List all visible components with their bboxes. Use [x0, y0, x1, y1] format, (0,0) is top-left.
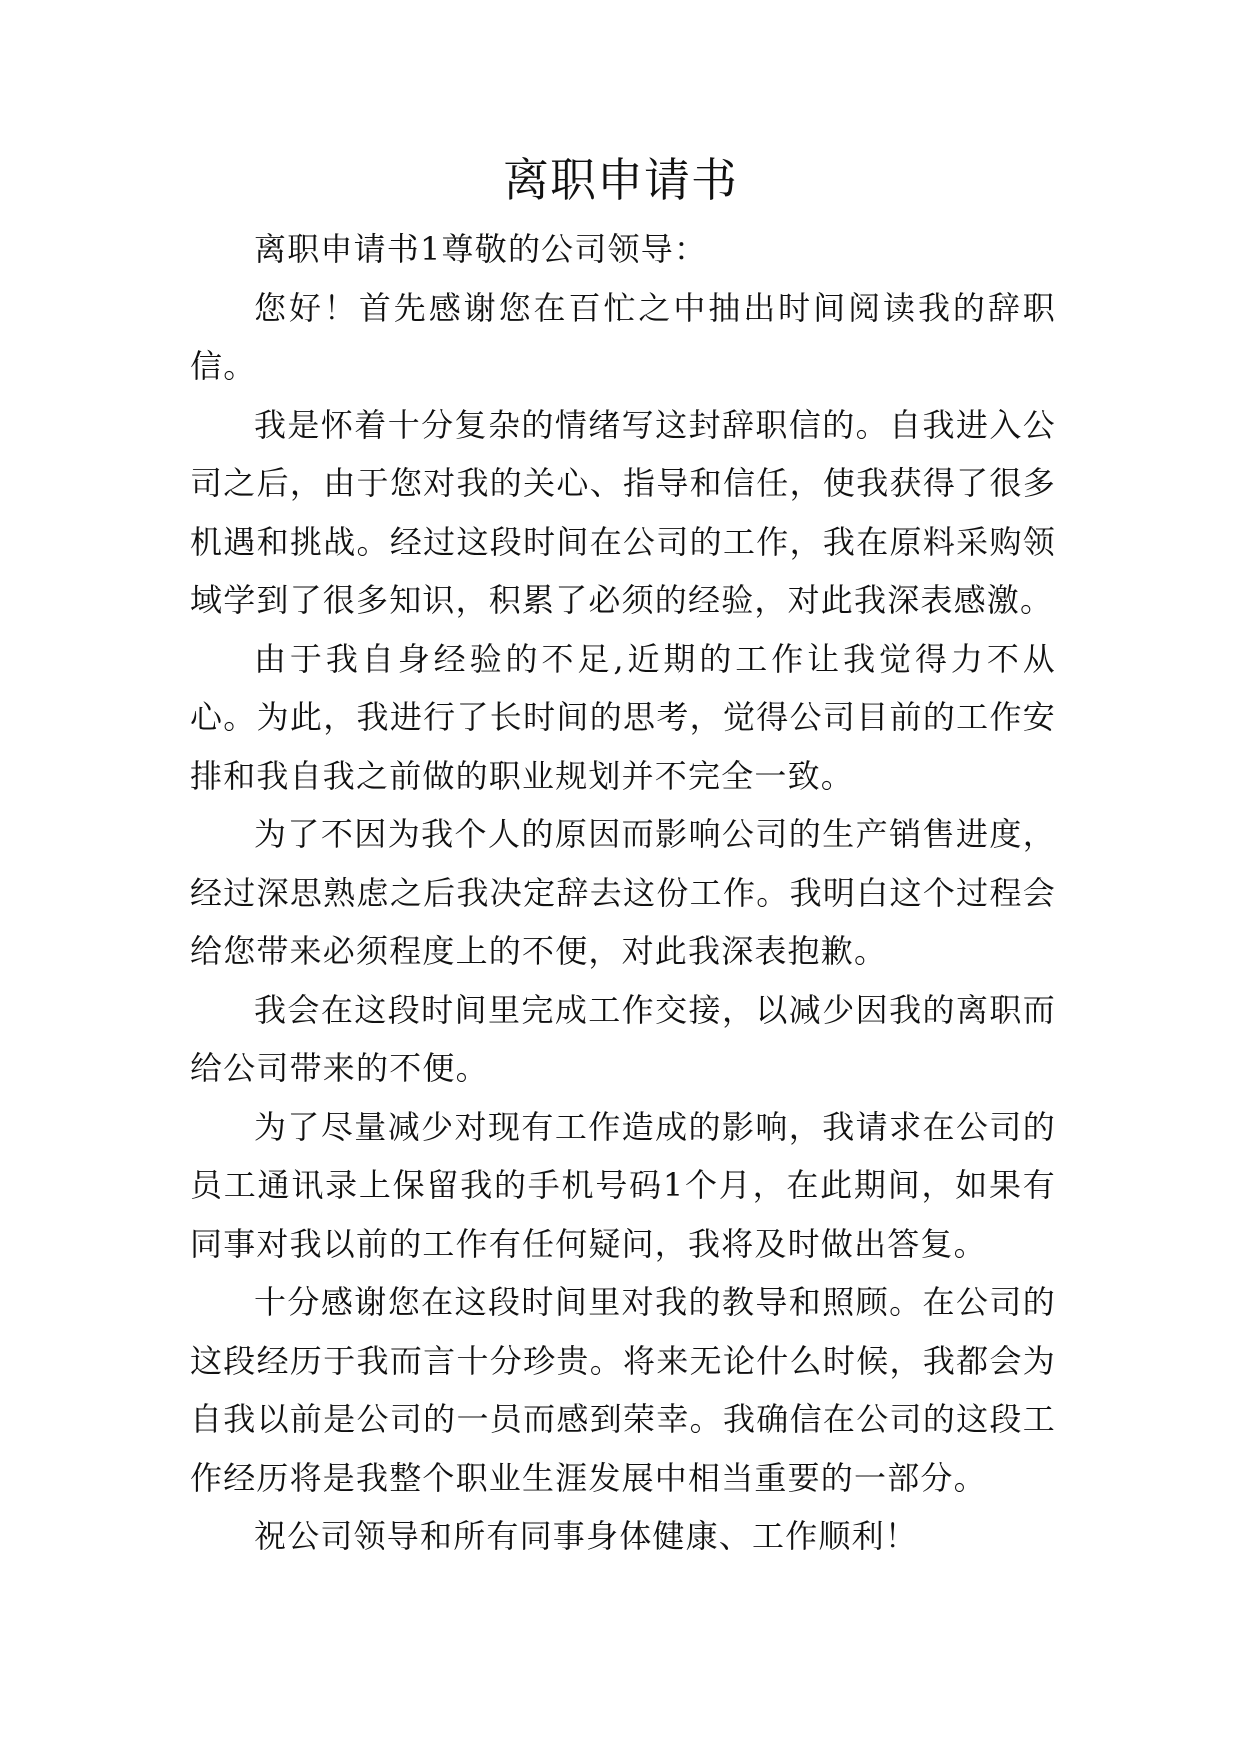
- paragraph-salutation: 离职申请书1尊敬的公司领导：: [254, 230, 708, 268]
- paragraph-greeting: 您好！首先感谢您在百忙之中抽出时间阅读我的辞职信。: [190, 288, 1056, 385]
- paragraph-reason: 由于我自身经验的不足,近期的工作让我觉得力不从心。为此，我进行了长时间的思考，觉得公司目前的工作安排和我自我之前做的职业规划并不完全一致。: [190, 639, 1056, 795]
- paragraph-thanks: 十分感谢您在这段时间里对我的教导和照顾。在公司的这段经历于我而言十分珍贵。将来无论什么时候，我都会为自我以前是公司的一员而感到荣幸。我确信在公司的这段工作经历将是我整个职业生涯发展中相当重要的一部分。: [190, 1283, 1056, 1497]
- paragraph-closing: 祝公司领导和所有同事身体健康、工作顺利！: [254, 1517, 919, 1555]
- paragraph-contact: 为了尽量减少对现有工作造成的影响，我请求在公司的员工通讯录上保留我的手机号码1个月，在此期间，如果有同事对我以前的工作有任何疑问，我将及时做出答复。: [190, 1107, 1056, 1263]
- paragraph-gratitude: 我是怀着十分复杂的情绪写这封辞职信的。自我进入公司之后，由于您对我的关心、指导和信任，使我获得了很多机遇和挑战。经过这段时间在公司的工作，我在原料采购领域学到了很多知识，积累了必须的经验，对此我深表感激。: [190, 405, 1056, 619]
- document-title: 离职申请书: [503, 153, 738, 207]
- paragraph-handover: 我会在这段时间里完成工作交接，以减少因我的离职而给公司带来的不便。: [190, 990, 1056, 1087]
- paragraph-decision: 为了不因为我个人的原因而影响公司的生产销售进度，经过深思熟虑之后我决定辞去这份工作。我明白这个过程会给您带来必须程度上的不便，对此我深表抱歉。: [190, 815, 1056, 970]
- document-body: [190, 220, 1056, 1566]
